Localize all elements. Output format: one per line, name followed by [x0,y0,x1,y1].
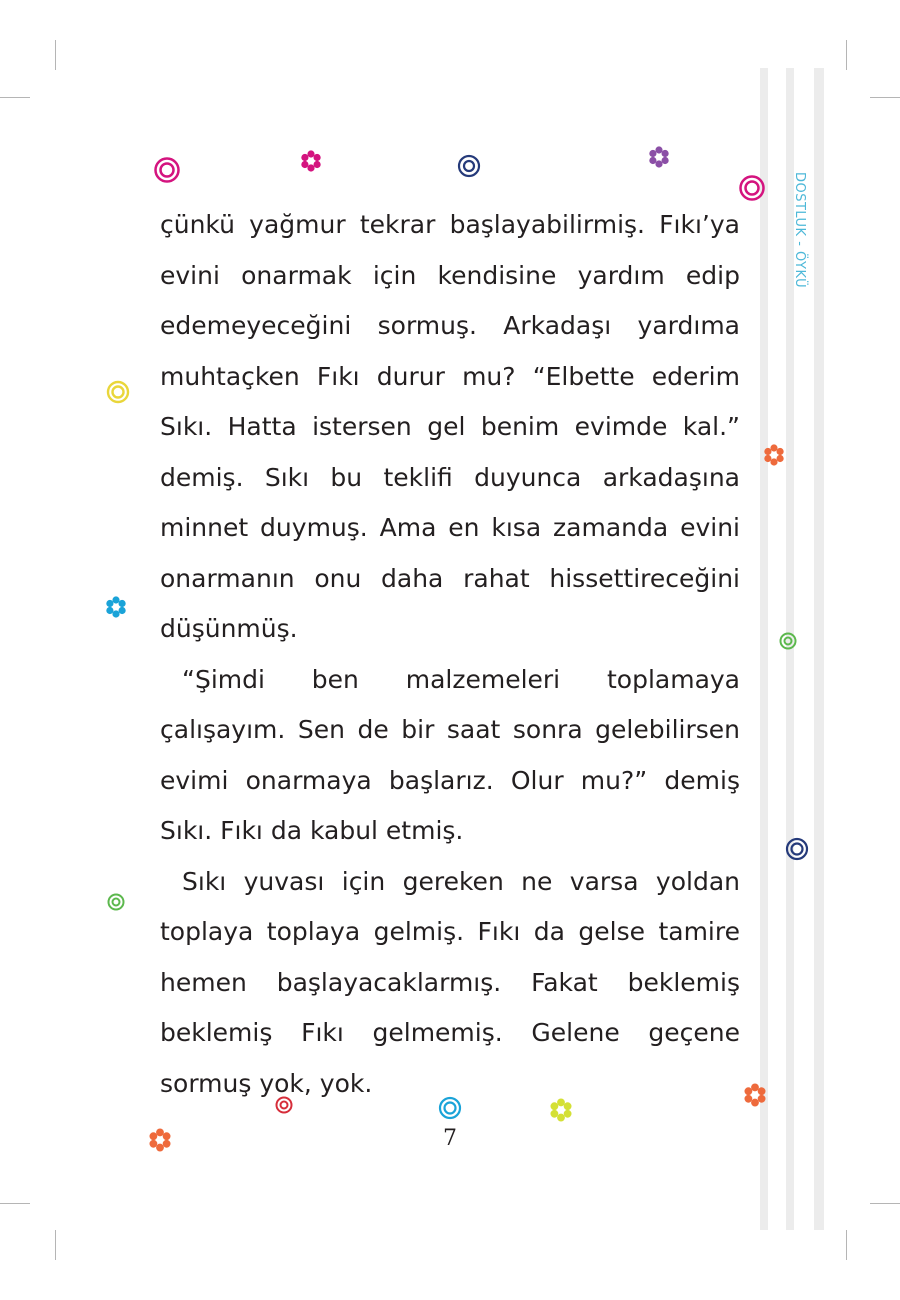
section-label: DOSTLUK - ÖYKÜ [792,172,807,289]
ring-icon [106,380,130,404]
ring-icon [738,174,766,202]
side-stripe [814,68,824,1230]
crop-mark [0,97,30,98]
flower-icon [647,145,671,169]
paragraph: çünkü yağmur tekrar başlayabilirmiş. Fıkı’ya evini onarmak için kendisine yardım edip edemeyeceğini sormuş. Arkadaşı yardıma muhtaçken Fıkı durur mu? “Elbette ederim Sıkı. Hatta istersen gel benim evimde kal.” demiş. Sıkı bu teklifi duyunca arkadaşına minnet duymuş. Ama en kısa zamanda evini onarmanın onu daha rahat hissettireceğini düşünmüş. [160,210,740,643]
ring-icon [153,156,181,184]
flower-icon [104,595,128,619]
crop-mark [870,1203,900,1204]
crop-mark [0,1203,30,1204]
crop-mark [55,40,56,70]
crop-mark [55,1230,56,1260]
story-text [160,200,740,1109]
crop-mark [846,1230,847,1260]
ring-icon [107,893,125,911]
ring-icon [779,632,797,650]
page-number: 7 [443,1126,457,1151]
paragraph: “Şimdi ben malzemeleri toplamaya çalışayım. Sen de bir saat sonra gelebilirsen evimi onarmaya başlarız. Olur mu?” demiş Sıkı. Fıkı da kabul etmiş. [160,664,740,845]
ring-icon [457,154,481,178]
paragraph: Sıkı yuvası için gereken ne varsa yoldan toplaya toplaya gelmiş. Fıkı da gelse tamire hemen başlayacaklarmış. Fakat beklemiş beklemiş Fıkı gelmemiş. Gelene geçene sormuş yok, yok. [160,866,740,1098]
crop-mark [846,40,847,70]
flower-icon [762,443,786,467]
side-stripe [760,68,768,1230]
flower-icon [299,149,323,173]
crop-mark [870,97,900,98]
ring-icon [785,837,809,861]
flower-icon [742,1082,768,1108]
